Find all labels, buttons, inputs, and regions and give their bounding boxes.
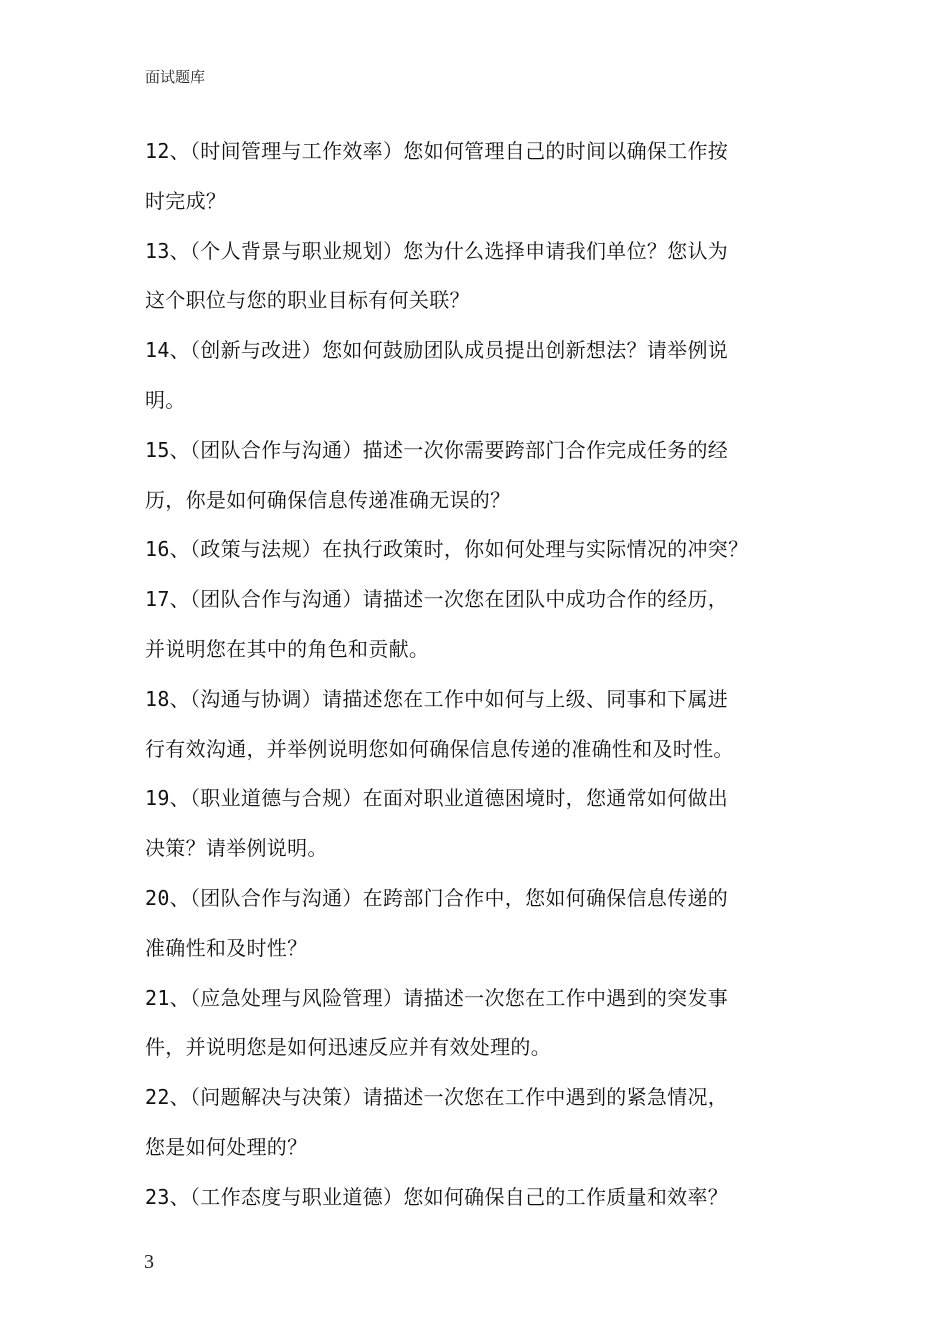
question-text: （应急处理与风险管理）请描述一次您在工作中遇到的突发事 — [189, 985, 729, 1010]
question-text-continued: 准确性和及时性？ — [145, 935, 308, 960]
question-list — [145, 127, 820, 1223]
question-number: 19、 — [145, 786, 190, 811]
question-number: 13、 — [145, 238, 190, 263]
question-text-continued: 明。 — [145, 387, 186, 412]
question-text-continued: 行有效沟通，并举例说明您如何确保信息传递的准确性和及时性。 — [145, 736, 734, 761]
question-text: （时间管理与工作效率）您如何管理自己的时间以确保工作按 — [189, 139, 729, 163]
question-text-continued: 这个职位与您的职业目标有何关联？ — [145, 288, 470, 313]
question-item — [145, 675, 820, 775]
question-text-continued: 决策？请举例说明。 — [145, 836, 328, 861]
question-text: （问题解决与决策）请描述一次您在工作中遇到的紧急情况， — [189, 1085, 729, 1110]
question-text: （团队合作与沟通）请描述一次您在团队中成功合作的经历， — [189, 587, 729, 612]
question-text-continued: 件，并说明您是如何迅速反应并有效处理的。 — [145, 1035, 551, 1060]
question-text-continued: 并说明您在其中的角色和贡献。 — [145, 636, 430, 661]
question-item — [145, 974, 820, 1074]
question-text-continued: 时完成？ — [145, 188, 227, 213]
question-number: 18、 — [145, 686, 190, 711]
question-number: 21、 — [145, 985, 190, 1010]
question-number: 16、 — [145, 537, 190, 562]
question-text-continued: 您是如何处理的？ — [145, 1134, 308, 1159]
question-text: （创新与改进）您如何鼓励团队成员提出创新想法？请举例说 — [189, 338, 729, 363]
question-item — [145, 426, 820, 526]
question-item — [145, 525, 820, 575]
question-text-continued: 历，你是如何确保信息传递准确无误的？ — [145, 487, 511, 512]
question-item — [145, 575, 820, 675]
question-item — [145, 127, 820, 227]
question-number: 22、 — [145, 1085, 190, 1110]
question-text: （沟通与协调）请描述您在工作中如何与上级、同事和下属进 — [189, 686, 729, 711]
question-text: （职业道德与合规）在面对职业道德困境时，您通常如何做出 — [189, 786, 729, 811]
question-item — [145, 227, 820, 327]
question-number: 20、 — [145, 885, 190, 910]
question-text: （团队合作与沟通）描述一次你需要跨部门合作完成任务的经 — [189, 437, 729, 462]
question-number: 17、 — [145, 587, 190, 612]
question-item — [145, 1173, 820, 1223]
question-item — [145, 874, 820, 974]
question-item — [145, 326, 820, 426]
question-text: （个人背景与职业规划）您为什么选择申请我们单位？您认为 — [189, 238, 729, 263]
question-item — [145, 774, 820, 874]
question-number: 14、 — [145, 338, 190, 363]
question-number: 12、 — [145, 139, 190, 163]
question-number: 15、 — [145, 437, 190, 462]
question-item — [145, 1073, 820, 1173]
question-text: （工作态度与职业道德）您如何确保自己的工作质量和效率？ — [189, 1184, 729, 1209]
question-number: 23、 — [145, 1184, 190, 1209]
question-text: （政策与法规）在执行政策时，你如何处理与实际情况的冲突？ — [189, 537, 749, 562]
question-text: （团队合作与沟通）在跨部门合作中，您如何确保信息传递的 — [189, 885, 729, 910]
page-number: 3 — [144, 1251, 154, 1273]
page-header: 面试题库 — [145, 68, 206, 86]
